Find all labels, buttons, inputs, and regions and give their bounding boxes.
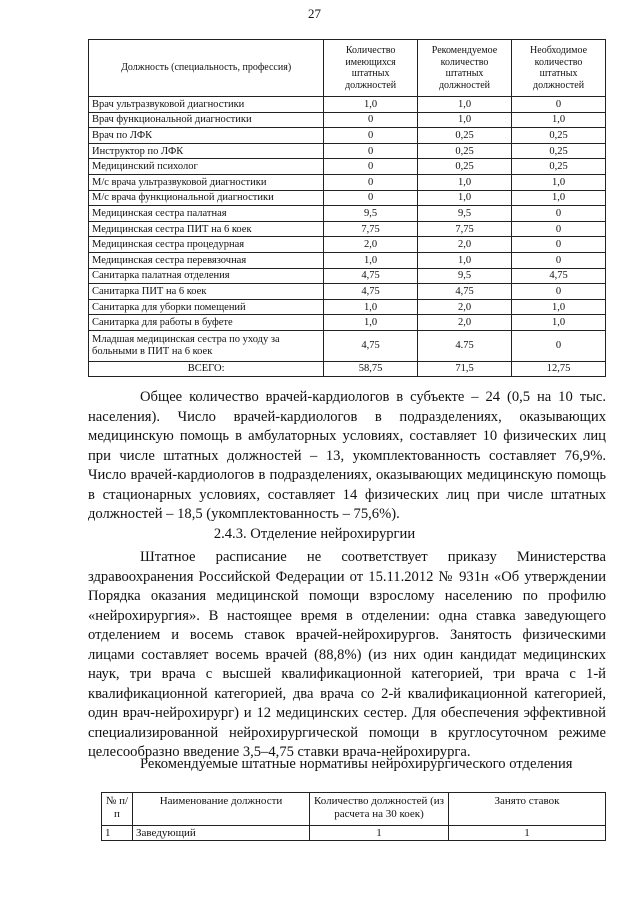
header-name: Наименование должности	[133, 793, 310, 826]
cell-recommended: 9,5	[417, 268, 511, 284]
cell-occupied: 1	[449, 826, 606, 841]
cell-needed: 0	[512, 237, 606, 253]
cell-recommended: 1,0	[417, 174, 511, 190]
cell-needed: 1,0	[512, 315, 606, 331]
total-row	[89, 361, 606, 376]
table-row	[89, 97, 606, 113]
cell-position: Врач ультразвуковой диагностики	[89, 97, 324, 113]
header-needed: Необходимое количество штатных должностей	[512, 40, 606, 97]
table-row	[89, 237, 606, 253]
cell-position: Санитарка для работы в буфете	[89, 315, 324, 331]
table-row	[89, 330, 606, 361]
cell-needed: 4,75	[512, 268, 606, 284]
cell-position: Врач по ЛФК	[89, 128, 324, 144]
cell-existing: 1,0	[324, 97, 418, 113]
table-caption: Рекомендуемые штатные нормативы нейрохирургического отделения	[140, 756, 573, 772]
header-occupied: Занято ставок	[449, 793, 606, 826]
table-row	[89, 268, 606, 284]
table-row	[89, 284, 606, 300]
cell-position: Медицинская сестра палатная	[89, 206, 324, 222]
neuro-table-body	[102, 826, 606, 841]
cell-position: Медицинская сестра процедурная	[89, 237, 324, 253]
cell-recommended: 1,0	[417, 112, 511, 128]
header-existing: Количество имеющихся штатных должностей	[324, 40, 418, 97]
cell-existing: 4,75	[324, 330, 418, 361]
table-row	[89, 143, 606, 159]
cell-needed: 0,25	[512, 128, 606, 144]
cell-number: 1	[102, 826, 133, 841]
cell-position: Санитарка для уборки помещений	[89, 299, 324, 315]
header-recommended: Рекомендуемое количество штатных должностей	[417, 40, 511, 97]
table-row	[102, 826, 606, 841]
total-label: ВСЕГО:	[89, 361, 324, 376]
table-row	[89, 252, 606, 268]
cell-position: Санитарка палатная отделения	[89, 268, 324, 284]
page-number: 27	[308, 6, 321, 21]
table-row	[89, 315, 606, 331]
total-existing: 58,75	[324, 361, 418, 376]
table-row	[89, 190, 606, 206]
total-needed: 12,75	[512, 361, 606, 376]
cell-recommended: 7,75	[417, 221, 511, 237]
cell-existing: 4,75	[324, 268, 418, 284]
cell-recommended: 9,5	[417, 206, 511, 222]
cell-recommended: 2,0	[417, 237, 511, 253]
cell-position: Инструктор по ЛФК	[89, 143, 324, 159]
cell-recommended: 1,0	[417, 190, 511, 206]
cell-recommended: 1,0	[417, 97, 511, 113]
cell-existing: 0	[324, 128, 418, 144]
cell-recommended: 2,0	[417, 299, 511, 315]
cell-recommended: 4,75	[417, 284, 511, 300]
paragraph-neurosurgery: Штатное расписание не соответствует приказу Министерства здравоохранения Российской Федерации от 15.11.2012 № 931н «Об утверждении Порядка оказания медицинской помощи взрослому населению по профилю «нейрохирургия». В настоящее время в отделении: одна ставка заведующего отделением и восемь ставок врачей-нейрохирургов. Занятость физическими лицами составляет восемь врачей (88,8%) (из них один кандидат медицинских наук, три врача с высшей квалификационной категорией, три врача с 1-й квалификационной категорией, два врача со 2-й квалификационной категорией, один врач-нейрохирург) и 12 медицинских сестер. Для обеспечения эффективной специализированной нейрохирургической помощи в круглосуточном режиме целесообразно введение 3,5–4,75 ставки врача-нейрохирурга.	[88, 549, 606, 760]
cell-position: М/с врача ультразвуковой диагностики	[89, 174, 324, 190]
cell-quantity: 1	[310, 826, 449, 841]
cell-position: Младшая медицинская сестра по уходу за больными в ПИТ на 6 коек	[89, 330, 324, 361]
table-row	[89, 299, 606, 315]
cell-needed: 0	[512, 97, 606, 113]
cell-needed: 0	[512, 206, 606, 222]
cell-position: Санитарка ПИТ на 6 коек	[89, 284, 324, 300]
cell-existing: 1,0	[324, 315, 418, 331]
cell-needed: 1,0	[512, 190, 606, 206]
neuro-table-header-row	[102, 793, 606, 826]
cell-recommended: 4.75	[417, 330, 511, 361]
cell-existing: 0	[324, 190, 418, 206]
table-row	[89, 206, 606, 222]
table-row	[89, 174, 606, 190]
cell-recommended: 0,25	[417, 128, 511, 144]
cell-needed: 0	[512, 330, 606, 361]
cell-needed: 1,0	[512, 299, 606, 315]
cell-existing: 2,0	[324, 237, 418, 253]
cell-needed: 0	[512, 221, 606, 237]
cell-position: Врач функциональной диагностики	[89, 112, 324, 128]
cell-existing: 0	[324, 159, 418, 175]
cell-needed: 0,25	[512, 159, 606, 175]
cell-needed: 0	[512, 284, 606, 300]
cell-position: М/с врача функциональной диагностики	[89, 190, 324, 206]
header-position: Должность (специальность, профессия)	[89, 40, 324, 97]
neuro-staff-table	[101, 792, 606, 841]
cell-position: Медицинская сестра ПИТ на 6 коек	[89, 221, 324, 237]
cell-recommended: 0,25	[417, 159, 511, 175]
cell-existing: 1,0	[324, 299, 418, 315]
cell-existing: 9,5	[324, 206, 418, 222]
staff-table-header-row	[89, 40, 606, 97]
cell-recommended: 1,0	[417, 252, 511, 268]
cell-existing: 0	[324, 143, 418, 159]
table-row	[89, 159, 606, 175]
cell-recommended: 0,25	[417, 143, 511, 159]
paragraph-cardiologists: Общее количество врачей-кардиологов в субъекте – 24 (0,5 на 10 тыс. населения). Число врачей-кардиологов в подразделениях, оказывающих медицинскую помощь в амбулаторных условиях, составляет 10 физических лиц при числе штатных должностей – 13, укомплектованность составляет 76,9%. Число врачей-кардиологов в подразделениях, оказывающих медицинскую помощь в стационарных условиях, составляет 14 физических лиц при числе штатных должностей – 18,5 (укомплектованность – 75,6%).	[88, 389, 606, 522]
cell-existing: 1,0	[324, 252, 418, 268]
staff-table	[88, 39, 606, 377]
cell-position: Медицинская сестра перевязочная	[89, 252, 324, 268]
table-row	[89, 112, 606, 128]
cell-needed: 1,0	[512, 112, 606, 128]
table-row	[89, 221, 606, 237]
table-row	[89, 128, 606, 144]
cell-name: Заведующий	[133, 826, 310, 841]
total-recommended: 71,5	[417, 361, 511, 376]
cell-existing: 0	[324, 174, 418, 190]
cell-needed: 1,0	[512, 174, 606, 190]
section-heading: 2.4.3. Отделение нейрохирургии	[213, 526, 416, 542]
staff-table-body	[89, 97, 606, 377]
cell-existing: 4,75	[324, 284, 418, 300]
cell-position: Медицинский психолог	[89, 159, 324, 175]
cell-needed: 0	[512, 252, 606, 268]
header-number: № п/п	[102, 793, 133, 826]
cell-existing: 7,75	[324, 221, 418, 237]
header-quantity: Количество должностей (из расчета на 30 коек)	[310, 793, 449, 826]
cell-needed: 0,25	[512, 143, 606, 159]
cell-recommended: 2,0	[417, 315, 511, 331]
cell-existing: 0	[324, 112, 418, 128]
